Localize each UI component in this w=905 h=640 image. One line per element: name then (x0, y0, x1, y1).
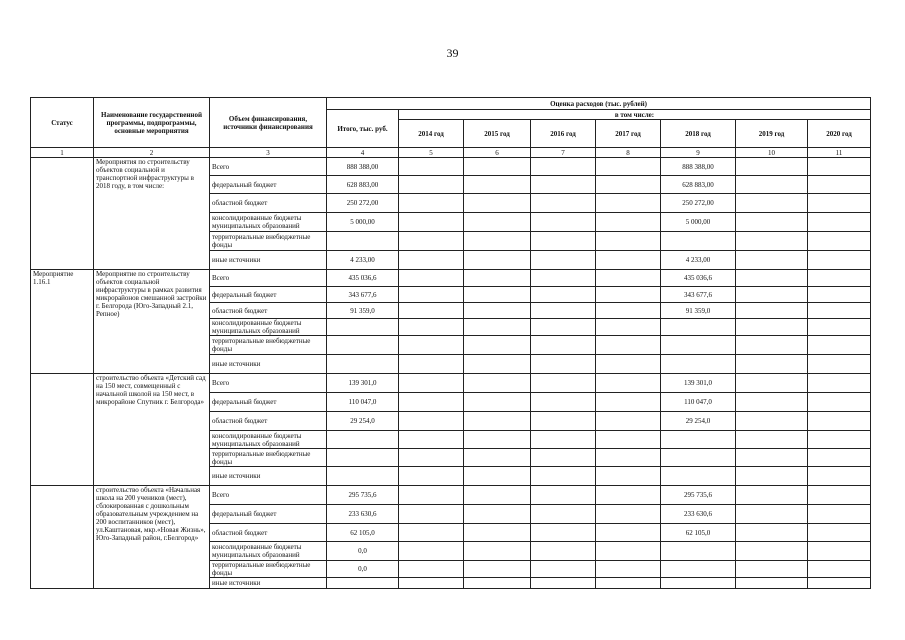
year-cell (464, 524, 531, 542)
year-cell (596, 251, 661, 270)
year-cell (464, 431, 531, 449)
year-cell (531, 467, 596, 486)
year-cell (464, 158, 531, 176)
header-year: 2016 год (531, 120, 596, 148)
year-cell (399, 486, 464, 505)
index-cell: 7 (531, 148, 596, 158)
year-cell (736, 251, 808, 270)
year-cell (808, 355, 871, 374)
program-name-cell: строительство объекта «Начальная школа на 200 учеников (мест), сблокированная с дошкольным образовательным учреждением на 200 воспитанников (мест), ул.Каштановая, мкр.«Новая Жизнь», Юго-Западный район, г.Белгород» (94, 486, 210, 589)
year-cell (808, 251, 871, 270)
year-cell (399, 251, 464, 270)
year-2018-cell: 343 677,6 (661, 287, 736, 303)
year-cell (736, 393, 808, 412)
year-cell (399, 561, 464, 578)
year-cell (399, 393, 464, 412)
year-cell (399, 336, 464, 355)
year-2018-cell: 29 254,0 (661, 412, 736, 431)
header-source: Объем финансирования, источники финансирования (210, 98, 327, 148)
year-cell (736, 287, 808, 303)
year-2018-cell (661, 561, 736, 578)
year-2018-cell: 295 735,6 (661, 486, 736, 505)
year-2018-cell: 91 359,0 (661, 303, 736, 319)
year-2018-cell: 139 301,0 (661, 374, 736, 393)
year-cell (531, 355, 596, 374)
year-cell (596, 542, 661, 561)
year-2018-cell (661, 232, 736, 251)
year-2018-cell: 233 630,6 (661, 505, 736, 524)
budget-table (30, 97, 871, 589)
status-cell (31, 158, 94, 270)
funding-source-cell: консолидированные бюджеты муниципальных образований (210, 542, 327, 561)
year-cell (464, 374, 531, 393)
year-cell (531, 194, 596, 213)
year-2018-cell (661, 467, 736, 486)
year-cell (464, 578, 531, 589)
funding-source-cell: иные источники (210, 251, 327, 270)
year-cell (736, 355, 808, 374)
year-cell (808, 486, 871, 505)
funding-source-cell: территориальные внебюджетные фонды (210, 561, 327, 578)
funding-source-cell: Всего (210, 158, 327, 176)
year-cell (464, 336, 531, 355)
total-cell: 110 047,0 (327, 393, 399, 412)
funding-source-cell: консолидированные бюджеты муниципальных образований (210, 319, 327, 336)
total-cell (327, 431, 399, 449)
year-cell (808, 176, 871, 194)
total-cell (327, 232, 399, 251)
year-cell (596, 355, 661, 374)
year-cell (399, 412, 464, 431)
index-cell: 3 (210, 148, 327, 158)
year-cell (531, 505, 596, 524)
year-cell (531, 393, 596, 412)
year-cell (399, 355, 464, 374)
year-2018-cell: 250 272,00 (661, 194, 736, 213)
table-row (31, 374, 871, 393)
year-cell (736, 374, 808, 393)
funding-source-cell: Всего (210, 270, 327, 287)
year-cell (808, 213, 871, 232)
funding-source-cell: консолидированные бюджеты муниципальных образований (210, 213, 327, 232)
year-cell (464, 270, 531, 287)
year-2018-cell (661, 336, 736, 355)
year-cell (808, 467, 871, 486)
year-cell (464, 287, 531, 303)
total-cell: 139 301,0 (327, 374, 399, 393)
year-cell (808, 542, 871, 561)
funding-source-cell: областной бюджет (210, 524, 327, 542)
year-cell (596, 194, 661, 213)
year-cell (736, 578, 808, 589)
year-cell (531, 158, 596, 176)
total-cell (327, 355, 399, 374)
year-cell (808, 303, 871, 319)
header-year: 2014 год (399, 120, 464, 148)
year-cell (596, 561, 661, 578)
year-cell (808, 336, 871, 355)
year-cell (399, 158, 464, 176)
year-cell (736, 467, 808, 486)
year-cell (464, 467, 531, 486)
year-cell (531, 287, 596, 303)
year-cell (531, 449, 596, 467)
index-cell: 11 (808, 148, 871, 158)
page-number: 39 (446, 46, 459, 60)
year-cell (596, 232, 661, 251)
year-cell (464, 303, 531, 319)
header-estimate: Оценка расходов (тыс. рублей) (327, 98, 871, 110)
year-cell (808, 524, 871, 542)
year-2018-cell (661, 449, 736, 467)
year-cell (736, 158, 808, 176)
year-cell (596, 449, 661, 467)
funding-source-cell: территориальные внебюджетные фонды (210, 449, 327, 467)
header-status: Статус (31, 98, 94, 148)
total-cell: 5 000,00 (327, 213, 399, 232)
index-cell: 9 (661, 148, 736, 158)
year-cell (736, 505, 808, 524)
funding-source-cell: территориальные внебюджетные фонды (210, 232, 327, 251)
year-cell (736, 176, 808, 194)
header-year: 2015 год (464, 120, 531, 148)
year-cell (808, 449, 871, 467)
year-cell (399, 194, 464, 213)
year-cell (399, 578, 464, 589)
year-cell (399, 319, 464, 336)
total-cell: 0,0 (327, 542, 399, 561)
year-cell (736, 561, 808, 578)
year-cell (399, 232, 464, 251)
year-cell (736, 319, 808, 336)
year-cell (399, 303, 464, 319)
year-cell (399, 449, 464, 467)
year-cell (464, 194, 531, 213)
program-name-cell: строительство объекта «Детский сад на 150 мест, совмещенный с начальной школой на 150 мест, в микрорайоне Спутник г. Белгорода» (94, 374, 210, 486)
year-cell (399, 176, 464, 194)
year-cell (399, 374, 464, 393)
year-cell (596, 393, 661, 412)
total-cell: 91 359,0 (327, 303, 399, 319)
year-2018-cell: 435 036,6 (661, 270, 736, 287)
table-row (31, 158, 871, 176)
year-cell (531, 176, 596, 194)
table-row (31, 270, 871, 287)
year-cell (399, 287, 464, 303)
funding-source-cell: областной бюджет (210, 303, 327, 319)
year-cell (736, 542, 808, 561)
year-cell (399, 542, 464, 561)
index-cell: 4 (327, 148, 399, 158)
year-cell (596, 412, 661, 431)
year-cell (596, 431, 661, 449)
index-cell: 1 (31, 148, 94, 158)
year-cell (596, 578, 661, 589)
year-cell (464, 412, 531, 431)
index-cell: 6 (464, 148, 531, 158)
total-cell: 62 105,0 (327, 524, 399, 542)
year-cell (596, 336, 661, 355)
year-cell (531, 303, 596, 319)
year-cell (399, 270, 464, 287)
year-cell (736, 449, 808, 467)
funding-source-cell: федеральный бюджет (210, 393, 327, 412)
total-cell: 295 735,6 (327, 486, 399, 505)
year-cell (464, 232, 531, 251)
year-cell (531, 578, 596, 589)
funding-source-cell: областной бюджет (210, 194, 327, 213)
year-cell (736, 270, 808, 287)
year-cell (464, 449, 531, 467)
header-including: в том числе: (399, 110, 871, 120)
total-cell: 4 233,00 (327, 251, 399, 270)
year-cell (736, 194, 808, 213)
funding-source-cell: территориальные внебюджетные фонды (210, 336, 327, 355)
year-cell (464, 319, 531, 336)
year-cell (808, 287, 871, 303)
index-cell: 5 (399, 148, 464, 158)
year-cell (736, 303, 808, 319)
year-cell (464, 251, 531, 270)
year-cell (808, 158, 871, 176)
total-cell (327, 336, 399, 355)
year-cell (464, 393, 531, 412)
total-cell: 250 272,00 (327, 194, 399, 213)
year-cell (596, 287, 661, 303)
year-cell (736, 336, 808, 355)
funding-source-cell: иные источники (210, 578, 327, 589)
year-cell (596, 524, 661, 542)
funding-source-cell: иные источники (210, 467, 327, 486)
year-cell (399, 505, 464, 524)
year-cell (531, 232, 596, 251)
year-cell (736, 232, 808, 251)
funding-source-cell: Всего (210, 374, 327, 393)
total-cell: 435 036,6 (327, 270, 399, 287)
year-2018-cell: 5 000,00 (661, 213, 736, 232)
table-row (31, 486, 871, 505)
funding-source-cell: консолидированные бюджеты муниципальных образований (210, 431, 327, 449)
header-year: 2018 год (661, 120, 736, 148)
header-total: Итого, тыс. руб. (327, 110, 399, 148)
year-2018-cell (661, 431, 736, 449)
year-cell (808, 393, 871, 412)
year-cell (736, 524, 808, 542)
year-cell (596, 176, 661, 194)
header-name: Наименование государственной программы, подпрограммы, основные мероприятия (94, 98, 210, 148)
year-cell (464, 505, 531, 524)
year-cell (596, 467, 661, 486)
year-cell (464, 486, 531, 505)
year-cell (736, 431, 808, 449)
year-cell (596, 213, 661, 232)
year-cell (808, 374, 871, 393)
year-cell (531, 374, 596, 393)
total-cell (327, 467, 399, 486)
year-2018-cell: 110 047,0 (661, 393, 736, 412)
index-cell: 2 (94, 148, 210, 158)
year-cell (736, 486, 808, 505)
index-cell: 10 (736, 148, 808, 158)
year-cell (464, 355, 531, 374)
year-cell (596, 486, 661, 505)
year-cell (399, 213, 464, 232)
funding-source-cell: иные источники (210, 355, 327, 374)
index-row (31, 148, 871, 158)
year-cell (808, 319, 871, 336)
year-2018-cell: 4 233,00 (661, 251, 736, 270)
total-cell: 29 254,0 (327, 412, 399, 431)
year-cell (808, 270, 871, 287)
index-cell: 8 (596, 148, 661, 158)
year-cell (531, 542, 596, 561)
year-cell (464, 176, 531, 194)
year-cell (464, 542, 531, 561)
total-cell (327, 449, 399, 467)
funding-source-cell: федеральный бюджет (210, 505, 327, 524)
year-cell (596, 505, 661, 524)
total-cell: 888 388,00 (327, 158, 399, 176)
year-cell (399, 431, 464, 449)
year-cell (531, 213, 596, 232)
year-cell (531, 561, 596, 578)
year-2018-cell (661, 578, 736, 589)
header-year: 2020 год (808, 120, 871, 148)
year-cell (464, 213, 531, 232)
total-cell (327, 578, 399, 589)
year-2018-cell: 628 883,00 (661, 176, 736, 194)
year-cell (531, 336, 596, 355)
header-year: 2017 год (596, 120, 661, 148)
year-cell (399, 524, 464, 542)
year-2018-cell (661, 355, 736, 374)
year-cell (531, 412, 596, 431)
year-2018-cell (661, 319, 736, 336)
year-cell (531, 486, 596, 505)
funding-source-cell: областной бюджет (210, 412, 327, 431)
year-cell (596, 158, 661, 176)
year-cell (531, 319, 596, 336)
year-cell (808, 194, 871, 213)
year-cell (808, 431, 871, 449)
year-cell (808, 561, 871, 578)
total-cell: 628 883,00 (327, 176, 399, 194)
funding-source-cell: федеральный бюджет (210, 176, 327, 194)
year-cell (531, 251, 596, 270)
total-cell: 0,0 (327, 561, 399, 578)
status-cell (31, 486, 94, 589)
year-cell (464, 561, 531, 578)
year-cell (531, 524, 596, 542)
year-cell (736, 412, 808, 431)
year-cell (531, 431, 596, 449)
year-cell (808, 232, 871, 251)
funding-source-cell: Всего (210, 486, 327, 505)
year-cell (808, 412, 871, 431)
year-2018-cell: 888 388,00 (661, 158, 736, 176)
total-cell: 233 630,6 (327, 505, 399, 524)
year-cell (596, 303, 661, 319)
header-year: 2019 год (736, 120, 808, 148)
total-cell: 343 677,6 (327, 287, 399, 303)
year-cell (596, 270, 661, 287)
year-cell (808, 505, 871, 524)
total-cell (327, 319, 399, 336)
funding-source-cell: федеральный бюджет (210, 287, 327, 303)
year-cell (531, 270, 596, 287)
program-name-cell: Мероприятия по строительству объектов социальной и транспортной инфраструктуры в 2018 году, в том числе: (94, 158, 210, 270)
year-cell (808, 578, 871, 589)
status-cell (31, 374, 94, 486)
year-cell (399, 467, 464, 486)
year-cell (596, 319, 661, 336)
status-cell: Мероприятие 1.16.1 (31, 270, 94, 374)
year-2018-cell (661, 542, 736, 561)
year-cell (596, 374, 661, 393)
program-name-cell: Мероприятие по строительству объектов социальной инфраструктуры в рамках развития микрорайонов смешанной застройки г. Белгорода (Юго-Западный 2.1, Репное) (94, 270, 210, 374)
year-cell (736, 213, 808, 232)
year-2018-cell: 62 105,0 (661, 524, 736, 542)
